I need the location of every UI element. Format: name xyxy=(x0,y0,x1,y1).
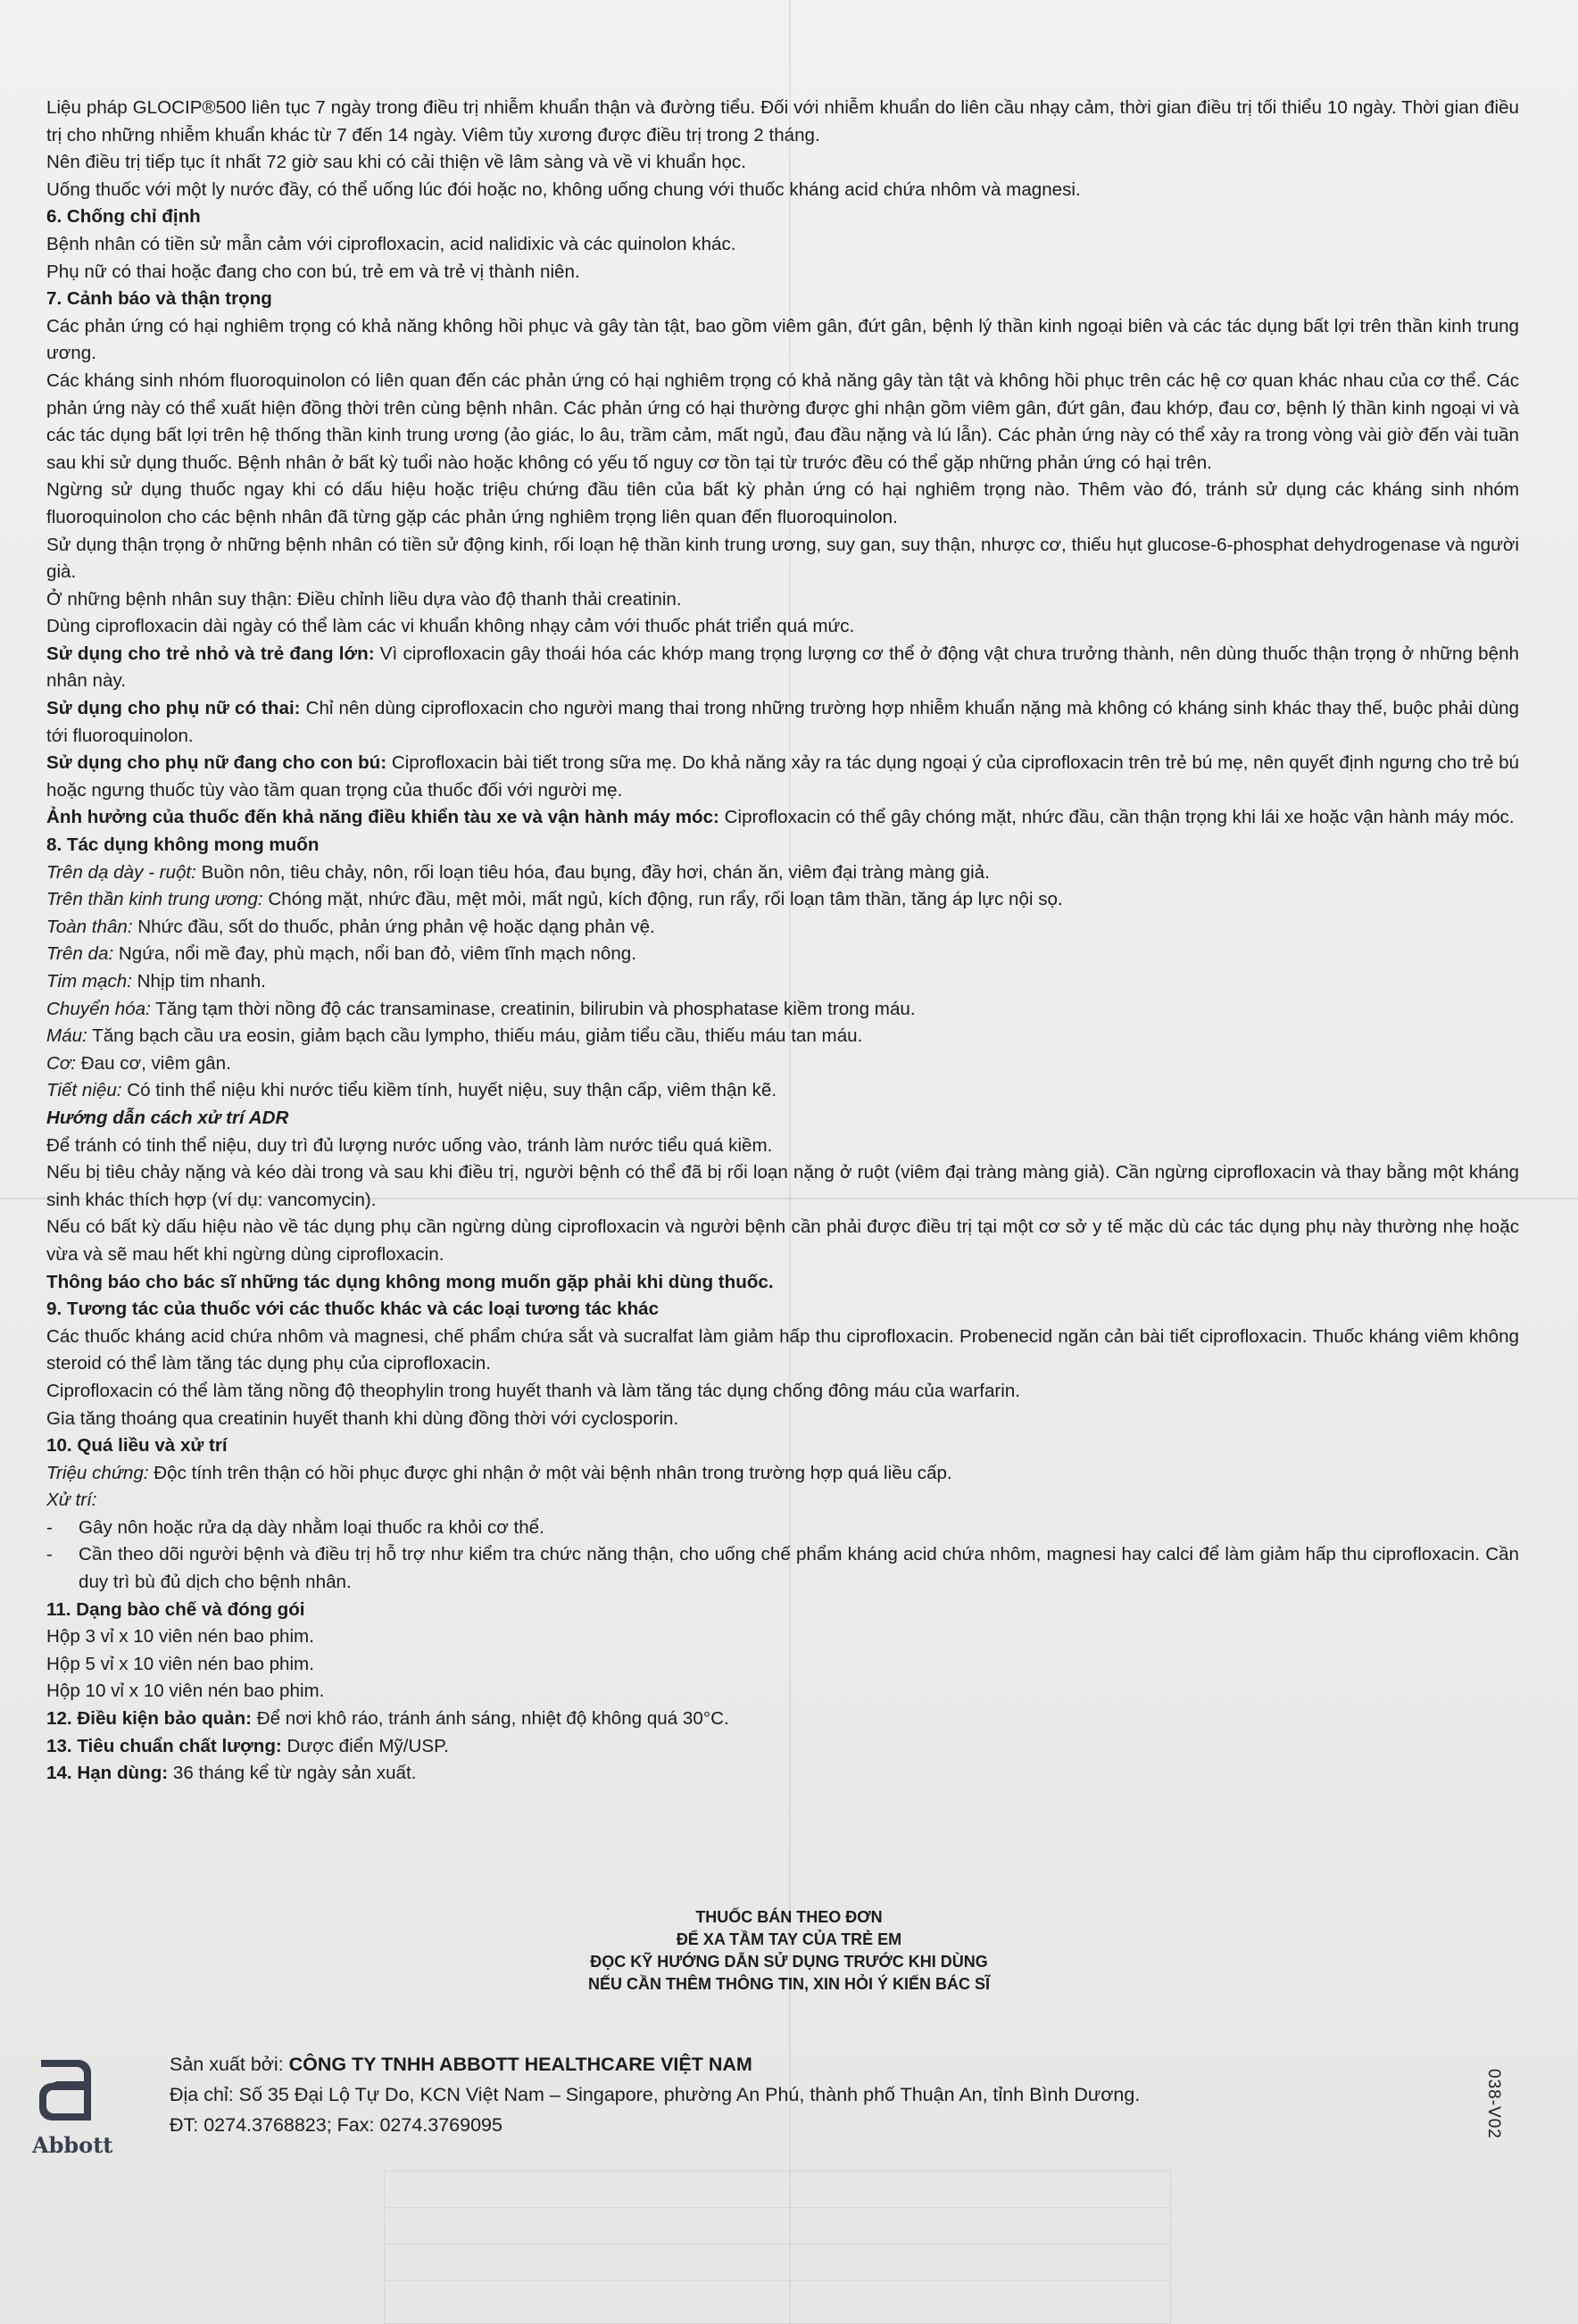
paragraph-label: Cơ: xyxy=(46,1052,77,1074)
paragraph-text: Độc tính trên thận có hồi phục được ghi nhận ở một vài bệnh nhân trong trường hợp quá liều cấp. xyxy=(148,1462,952,1483)
paragraph-text: Dược điển Mỹ/USP. xyxy=(281,1735,449,1756)
bleed-through-table xyxy=(384,2170,1171,2324)
notice-line: ĐỌC KỸ HƯỚNG DẪN SỬ DỤNG TRƯỚC KHI DÙNG xyxy=(590,1953,988,1971)
paragraph: Các kháng sinh nhóm fluoroquinolon có liên quan đến các phản ứng có hại nghiêm trọng có khả năng gây tàn tật và không hồi phục trên các hệ cơ quan khác nhau của cơ thể. Các phản ứng này có thể xuất hiện đồng thời trên cùng bệnh nhân. Các phản ứng có hại thường được ghi nhận gồm viêm gân, đứt gân, đau khớp, đau cơ, bệnh lý thần kinh ngoại vi và các tác dụng bất lợi trên hệ thống thần kinh trung ương (ảo giác, lo âu, trầm cảm, mất ngủ, đau đầu nặng và lú lẫn). Các phản ứng này có thể xảy ra trong vòng vài giờ đến vài tuần sau khi sử dụng thuốc. Bệnh nhân ở bất kỳ tuổi nào hoặc không có yếu tố nguy cơ tồn tại từ trước đều có thể gặp những phản ứng có hại trên. xyxy=(46,369,1519,473)
paragraph: Bệnh nhân có tiền sử mẫn cảm với ciprofloxacin, acid nalidixic và các quinolon khác. xyxy=(46,233,736,254)
list-item xyxy=(46,1515,1519,1542)
paragraph: Hộp 3 vỉ x 10 viên nén bao phim. xyxy=(46,1626,314,1648)
manufacturer-line xyxy=(170,2049,1140,2079)
paragraph-text: Nhịp tim nhanh. xyxy=(131,971,266,992)
paragraph xyxy=(46,695,1519,750)
paragraph xyxy=(46,914,1519,942)
section-heading: 10. Quá liều và xử trí xyxy=(46,1435,228,1457)
table-row xyxy=(385,2245,1170,2281)
manufacturer-label: Sản xuất bởi: xyxy=(170,2054,289,2075)
paragraph xyxy=(46,1050,1519,1078)
paragraph: Sử dụng thận trọng ở những bệnh nhân có tiền sử động kinh, rối loạn hệ thần kinh trung ương, suy gan, suy thận, nhược cơ, thiếu hụt glucose-6-phosphat dehydrogenase và người già. xyxy=(46,534,1519,583)
section-heading: 12. Điều kiện bảo quản: xyxy=(46,1708,253,1730)
paragraph-text: 36 tháng kể từ ngày sản xuất. xyxy=(168,1763,417,1784)
table-row xyxy=(385,2208,1170,2245)
paragraph-label: Tim mạch: xyxy=(46,971,132,992)
paragraph xyxy=(46,1733,1519,1761)
paragraph: Ciprofloxacin có thể làm tăng nồng độ theophylin trong huyết thanh và làm tăng tác dụng chống đông máu của warfarin. xyxy=(46,1380,1021,1401)
paragraph-text: Để nơi khô ráo, tránh ánh sáng, nhiệt độ không quá 30°C. xyxy=(252,1708,729,1730)
paragraph xyxy=(46,996,1519,1024)
paragraph-label: Toàn thân: xyxy=(46,916,133,937)
abbott-logo-icon xyxy=(37,2054,95,2126)
section-heading: 14. Hạn dùng: xyxy=(46,1763,169,1784)
paragraph-text: Ciprofloxacin bài tiết trong sữa mẹ. Do khả năng xảy ra tác dụng ngoại ý của ciprofloxacin trên trẻ bú mẹ, nên quyết định ngưng cho trẻ bú hoặc ngưng thuốc tùy vào tầm quan trọng của thuốc đối với người mẹ. xyxy=(46,752,1519,801)
paragraph-label: Sử dụng cho phụ nữ đang cho con bú: xyxy=(46,752,387,774)
manufacturer-info xyxy=(170,2049,1140,2140)
document-code: 038-V02 xyxy=(1484,2069,1503,2139)
list-item-text: Gây nôn hoặc rửa dạ dày nhằm loại thuốc ra khỏi cơ thể. xyxy=(79,1516,544,1538)
paragraph-label: Trên thần kinh trung ương: xyxy=(46,889,263,910)
paragraph-text: Có tinh thể niệu khi nước tiểu kiềm tính, huyết niệu, suy thận cấp, viêm thận kẽ. xyxy=(121,1080,777,1101)
manufacturer-name: CÔNG TY TNHH ABBOTT HEALTHCARE VIỆT NAM xyxy=(288,2054,752,2075)
paragraph xyxy=(46,968,1519,996)
paragraph-label: Ảnh hưởng của thuốc đến khả năng điều khiển tàu xe và vận hành máy móc: xyxy=(46,807,719,828)
paragraph xyxy=(46,1077,1519,1105)
paragraph-text: Nhức đầu, sốt do thuốc, phản ứng phản vệ hoặc dạng phản vệ. xyxy=(132,916,655,937)
paragraph: Gia tăng thoáng qua creatinin huyết thanh khi dùng đồng thời với cyclosporin. xyxy=(46,1407,679,1429)
paragraph-text: Ngứa, nổi mề đay, phù mạch, nổi ban đỏ, viêm tĩnh mạch nông. xyxy=(113,943,636,965)
paragraph: Nếu có bất kỳ dấu hiệu nào về tác dụng phụ cần ngừng dùng ciprofloxacin và người bệnh cần phải được điều trị tại một cơ sở y tế mặc dù các tác dụng phụ này thường nhẹ hoặc vừa và sẽ mau hết khi ngừng dùng ciprofloxacin. xyxy=(46,1216,1519,1265)
paragraph: Nếu bị tiêu chảy nặng và kéo dài trong và sau khi điều trị, người bệnh có thể đã bị rối loạn nặng ở ruột (viêm đại tràng màng giả). Cần ngừng ciprofloxacin và thay bằng một kháng sinh khác thích hợp (ví dụ: vancomycin). xyxy=(46,1162,1519,1210)
paragraph: Các thuốc kháng acid chứa nhôm và magnesi, chế phẩm chứa sắt và sucralfat làm giảm hấp thu ciprofloxacin. Probenecid ngăn cản bài tiết ciprofloxacin. Thuốc kháng viêm không steroid có thể làm tăng tác dụng phụ của ciprofloxacin. xyxy=(46,1325,1519,1374)
paragraph xyxy=(46,750,1519,804)
list-bullet: - xyxy=(46,1516,53,1538)
paragraph xyxy=(46,1706,1519,1733)
paragraph-text: Buồn nôn, tiêu chảy, nôn, rối loạn tiêu hóa, đau bụng, đầy hơi, chán ăn, viêm đại tràng màng giả. xyxy=(195,861,990,883)
abbott-logo xyxy=(32,2054,130,2158)
paragraph-text: Đau cơ, viêm gân. xyxy=(76,1052,231,1074)
paragraph-text: Chóng mặt, nhức đầu, mệt mỏi, mất ngủ, kích động, run rẩy, rối loạn tâm thần, tăng áp lực nội sọ. xyxy=(262,889,1063,910)
table-row xyxy=(385,2171,1170,2208)
paragraph-label: Chuyển hóa: xyxy=(46,998,151,1019)
paragraph-label: Sử dụng cho phụ nữ có thai: xyxy=(46,698,301,719)
manufacturer-phone: ĐT: 0274.3768823; Fax: 0274.3769095 xyxy=(170,2114,502,2136)
paragraph xyxy=(46,886,1519,914)
paragraph: Để tránh có tinh thể niệu, duy trì đủ lượng nước uống vào, tránh làm nước tiểu quá kiềm. xyxy=(46,1134,773,1156)
paragraph xyxy=(46,1023,1519,1050)
paragraph xyxy=(46,859,1519,887)
paragraph-label: Trên da: xyxy=(46,943,114,965)
section-heading: 8. Tác dụng không mong muốn xyxy=(46,834,320,856)
paragraph: Liệu pháp GLOCIP®500 liên tục 7 ngày trong điều trị nhiễm khuẩn thận và đường tiểu. Đối với nhiễm khuẩn do liên cầu nhạy cảm, thời gian điều trị tối thiểu 10 ngày. Thời gian điều trị cho những nhiễm khuẩn khác từ 7 đến 14 ngày. Viêm tủy xương được điều trị trong 2 tháng. xyxy=(46,97,1519,145)
leaflet-text xyxy=(46,95,1519,1788)
prescription-notice xyxy=(0,1906,1578,1996)
paragraph: Dùng ciprofloxacin dài ngày có thể làm các vi khuẩn không nhạy cảm với thuốc phát triển quá mức. xyxy=(46,616,855,637)
paragraph: Phụ nữ có thai hoặc đang cho con bú, trẻ em và trẻ vị thành niên. xyxy=(46,261,580,282)
paragraph-text: Chỉ nên dùng ciprofloxacin cho người mang thai trong những trường hợp nhiễm khuẩn nặng mà không có kháng sinh khác thay thế, buộc phải dùng tới fluoroquinolon. xyxy=(46,698,1519,746)
subheading: Hướng dẫn cách xử trí ADR xyxy=(46,1107,289,1128)
paragraph: Hộp 10 vỉ x 10 viên nén bao phim. xyxy=(46,1681,325,1702)
paragraph: Hộp 5 vỉ x 10 viên nén bao phim. xyxy=(46,1653,314,1674)
paragraph: Thông báo cho bác sĩ những tác dụng không mong muốn gặp phải khi dùng thuốc. xyxy=(46,1271,774,1292)
section-heading: 13. Tiêu chuẩn chất lượng: xyxy=(46,1735,282,1756)
section-heading: 6. Chống chỉ định xyxy=(46,206,201,228)
paragraph xyxy=(46,804,1519,832)
paragraph-text: Vì ciprofloxacin gây thoái hóa các khớp mang trọng lượng cơ thể ở động vật chưa trưởng thành, nên dùng thuốc thận trọng ở những bệnh nhân này. xyxy=(46,643,1519,692)
logo-wordmark: Abbott xyxy=(32,2132,113,2158)
section-heading: 9. Tương tác của thuốc với các thuốc khác và các loại tương tác khác xyxy=(46,1299,660,1320)
paragraph-text: Ciprofloxacin có thể gây chóng mặt, nhức đầu, cần thận trọng khi lái xe hoặc vận hành máy móc. xyxy=(718,807,1515,828)
paragraph xyxy=(46,1460,1519,1488)
paragraph: Uống thuốc với một ly nước đầy, có thể uống lúc đói hoặc no, không uống chung với thuốc kháng acid chứa nhôm và magnesi. xyxy=(46,178,1081,200)
paragraph-text: Tăng tạm thời nồng độ các transaminase, creatinin, bilirubin và phosphatase kiềm trong máu. xyxy=(150,998,916,1019)
list-bullet: - xyxy=(46,1544,53,1565)
paragraph xyxy=(46,941,1519,968)
manufacturer-address: Địa chỉ: Số 35 Đại Lộ Tự Do, KCN Việt Nam – Singapore, phường An Phú, thành phố Thuận An, tỉnh Bình Dương. xyxy=(170,2084,1141,2105)
paragraph-text: Tăng bạch cầu ưa eosin, giảm bạch cầu lympho, thiếu máu, giảm tiểu cầu, thiếu máu tan máu. xyxy=(87,1025,863,1047)
paragraph-label: Sử dụng cho trẻ nhỏ và trẻ đang lớn: xyxy=(46,643,375,664)
paragraph xyxy=(46,1760,1519,1788)
paragraph-label: Xử trí: xyxy=(46,1490,97,1511)
paragraph-label: Máu: xyxy=(46,1025,87,1047)
list-item-text: Cần theo dõi người bệnh và điều trị hỗ trợ như kiểm tra chức năng thận, cho uống chế phẩm kháng acid chứa nhôm, magnesi hay calci để làm giảm hấp thu ciprofloxacin. Cần duy trì bù đủ dịch cho bệnh nhân. xyxy=(79,1544,1519,1593)
paragraph xyxy=(46,641,1519,695)
paragraph: Các phản ứng có hại nghiêm trọng có khả năng không hồi phục và gây tàn tật, bao gồm viêm gân, đứt gân, bệnh lý thần kinh ngoại biên và các tác dụng bất lợi trên thần kinh trung ương. xyxy=(46,315,1519,364)
paragraph: Nên điều trị tiếp tục ít nhất 72 giờ sau khi có cải thiện về lâm sàng và về vi khuẩn học. xyxy=(46,152,746,173)
paragraph: Ngừng sử dụng thuốc ngay khi có dấu hiệu hoặc triệu chứng đầu tiên của bất kỳ phản ứng có hại nghiêm trọng nào. Thêm vào đó, tránh sử dụng các kháng sinh nhóm fluoroquinolon cho các bệnh nhân đã từng gặp các phản ứng nghiêm trọng liên quan đến fluoroquinolon. xyxy=(46,479,1519,527)
paragraph-label: Triệu chứng: xyxy=(46,1462,149,1483)
list-item xyxy=(46,1541,1519,1596)
notice-line: ĐỂ XA TẦM TAY CỦA TRẺ EM xyxy=(676,1930,902,1948)
section-heading: 11. Dạng bào chế và đóng gói xyxy=(46,1598,305,1620)
paragraph-label: Trên dạ dày - ruột: xyxy=(46,861,196,883)
notice-line: NẾU CẦN THÊM THÔNG TIN, XIN HỎI Ý KIẾN BÁC SĨ xyxy=(587,1975,991,1993)
notice-line: THUỐC BÁN THEO ĐƠN xyxy=(695,1908,883,1926)
paragraph: Ở những bệnh nhân suy thận: Điều chỉnh liều dựa vào độ thanh thải creatinin. xyxy=(46,588,682,610)
section-heading: 7. Cảnh báo và thận trọng xyxy=(46,288,272,310)
paragraph-label: Tiết niệu: xyxy=(46,1080,122,1101)
